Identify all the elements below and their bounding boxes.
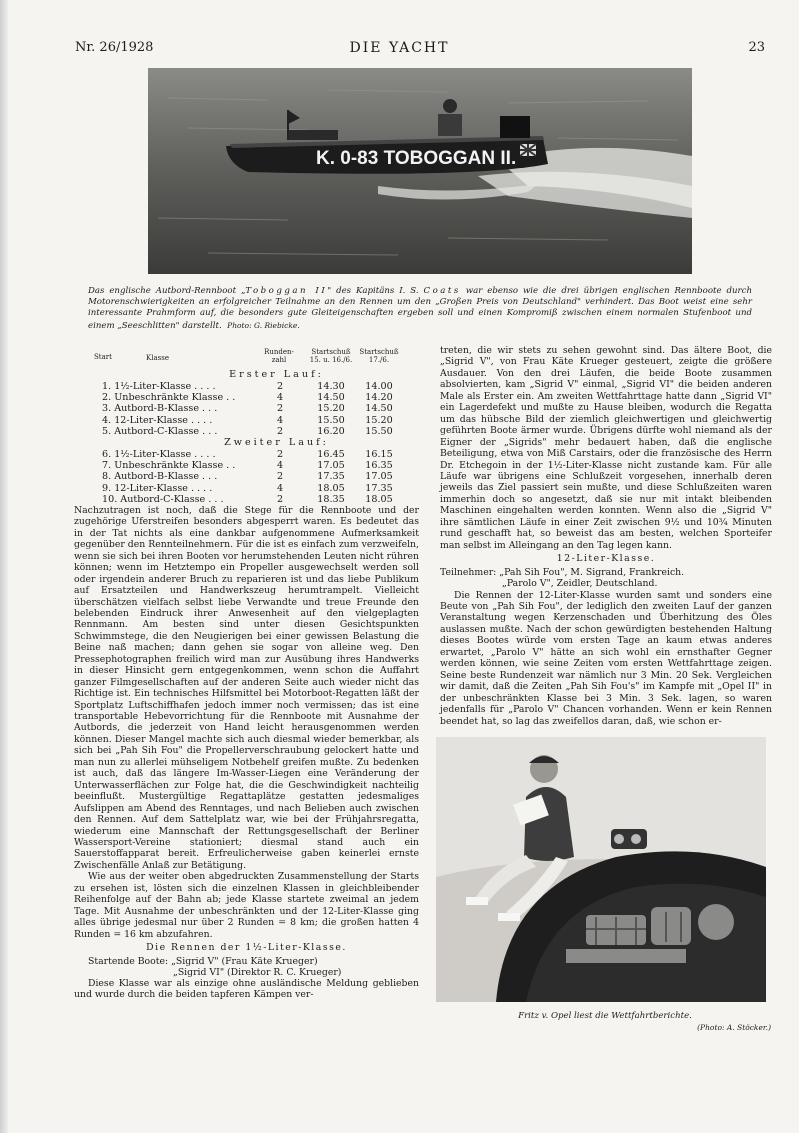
schedule-table-first-run <box>74 381 419 437</box>
issue-number: Nr. 26/1928 <box>75 40 154 55</box>
table-row: 3. Autbord-B-Klasse . . . 2 15.20 14.50 <box>102 403 393 415</box>
right-paragraph-2: Die Rennen der 12-Liter-Klasse wurden samt und sonders eine Beute von „Pah Sih Fou", der lediglich den zweiten Lauf der ganzen Veranstaltung wegen Kerzenschaden und Überhitzung des Öles auslassen mußte. Nach der schon gewürdigten bestehenden Haltung dieses Bootes würde vom ersten Tage an kaum etwas anderes erwartet, „Parolo V" hätte an sich wohl ein ernsthafter Gegner werden können, wie seine Zeiten vom ersten Wettfahrttage zeigen. Seine beste Rundenzeit war nämlich nur 3 Min. 20 Sek. Vergleichen wir damit, daß die Zeiten „Pah Sih Fou's" im Kampfe mit „Opel II" in der unbeschränkten Klasse bei 3 Min. 3 Sek. lagen, so waren jedenfalls für „Parolo V" Chancen vorhanden. Wenn er kein Rennen beendet hat, so lag das zweifellos daran, daß, wie schon er- <box>440 589 772 727</box>
table-row: 4. 12-Liter-Klasse . . . . 4 15.50 15.20 <box>102 414 393 426</box>
right-paragraph-1: treten, die wir stets zu sehen gewohnt sind. Das ältere Boot, die „Sigrid V", von Frau Käte Krueger gesteuert, zeigte die größere Ausdauer. Von den drei Läufen, die beide Boote zusammen absolvierten, kam „Sigrid V" einmal, „Sigrid VI" die beiden anderen Male als Erster ein. Am zweiten Wettfahrttage hatte dann „Sigrid VI" ein Lagerdefekt und mußte zu Hause bleiben, wodurch die Regatta um das hübsche Bild der ziemlich gleichwertigen und gleichwertig geführten Boote ärmer wurde. Übrigens dürfte wohl niemand als der Eigner der „Sigrids" mehr bedauert haben, daß die englische Beteiligung, etwa von Miß Carstairs, oder die französische des Herrn Dr. Etchegoin in der 1½-Liter-Klasse nicht zustande kam. Für alle Läufe war übrigens eine Schlußzeit vorgesehen, innerhalb deren jeweils das Ziel passiert sein mußte, und diese Schlußzeiten waren immerhin doch so angesetzt, daß sie nur mit intakt bleibenden Maschinen eingehalten werden konnten. Wenn also die „Sigrid V" ihre sämtlichen Läufe in einer Zeit zwischen 9½ und 10¾ Minuten rund geschafft hat, so beweist das am besten, welchen Sporteifer man selbst im Alleingang an den Tag legen kann. <box>440 345 772 551</box>
photo1-credit: Photo: G. Riebicke. <box>227 320 300 330</box>
photo2-caption: Fritz v. Opel liest die Wettfahrtberichte. <box>518 1011 692 1021</box>
table-row: 8. Autbord-B-Klasse . . . 2 17.35 17.05 <box>102 471 393 483</box>
first-run-heading: Erster Lauf: <box>229 369 324 380</box>
boat-photo-illustration <box>148 68 692 274</box>
section-heading-12-liter: 12-Liter-Klasse. <box>556 553 656 565</box>
schedule-table-header: Start Klasse Runden- zahl Startschuß 15. u. 16./6. Startschuß 17./6. <box>94 348 399 364</box>
boat-hull-lettering: K. 0-83 TOBOGGAN II. <box>316 148 517 169</box>
photo-toboggan-boat <box>148 68 692 274</box>
left-paragraph-1: Nachzutragen ist noch, daß die Stege für die Rennboote und der zugehörige Uferstreifen besonders abgesperrt waren. Es bedeutet das in der Tat nichts als eine dankbar aufgenommene Aufmerksamkeit gegenüber den Rennteilnehmern. Für die ist es einfach zum verzweifeln, wenn sie sich bei ihren Booten vor herumstehenden Leuten nicht rühren können; wenn im Hetztempo ein Propeller ausgewechselt werden soll oder irgendein anderer Bruch zu reparieren ist und das liebe Publikum auf Ersatzteilen und Handwerkszeug herumtrampelt. Vielleicht überschätzen vielfach selbst liebe Verwandte und treue Freunde den belebenden Eindruck ihrer Anwesenheit auf den vielgeplagten Rennmann. Am besten sind unter diesen Gesichtspunkten Schwimmstege, die den Neugierigen bei einer gewissen Belastung die Beine naß machen; dann gehen sie sogar von alleine weg. Den Pressephotographen freilich wird man zur Ausübung ihres Handwerks in dieser Hinsicht gern entgegenkommen, wenn schon die Auffahrt ganzer Filmgesellschaften auf der anderen Seite auch wieder nicht das Richtige ist. Ein technisches Hilfsmittel bei Motorboot-Regatten läßt der Sportplatz Luftschiffhafen jedoch immer noch vermissen; das ist eine transportable Hebevorrichtung für die Rennboote mit Ausnahme der Autbords, die jederzeit von Hand leicht herausgenommen werden können. Dieser Mangel machte sich auch diesmal wieder bemerkbar, als sich bei „Pah Sih Fou" die Propellerverschraubung gelockert hatte und man nun zu allerlei mühseligem Notbehelf greifen mußte. Zu bedenken ist auch, daß das längere Im-Wasser-Liegen eine Veränderung der Unterwasserflächen zur Folge hat, die die Geschwindigkeit nachteilig beeinflußt. Mustergültige Regattaplätze gestatten jedesmaliges Aufslippen am Abend des Renntages, und nach Belieben auch zwischen den Rennen. Auf dem Sattelplatz war, wie bei der Frühjahrsregatta, wiederum eine Mannschaft der Rettungsgesellschaft der Berliner Wassersport-Vereine stationiert; diesmal stand auch ein Sauerstoffapparat bereit. Erfreulicherweise gaben keinerlei ernste Zwischenfälle Anlaß zur Betätigung. <box>74 504 419 871</box>
photo1-caption: Das englische Autbord-Rennboot „Toboggan II" des Kapitäns I. S. Coats war ebenso wie die drei übrigen englischen Rennboote durch Motorenschwierigkeiten an erfolgreicher Teilnahme an den Rennen um den „Großen Preis von Deutschland" verhindert. Das Boot weist eine sehr interessante Prahmform auf, die besonders gute Gleiteigenschaften ergeben soll und einen Kompromiß zwischen einem normalen Stufenboot und einem „Seeschlitten" darstellt. Photo: G. Riebicke. <box>88 286 752 331</box>
participants: Teilnehmer: „Pah Sih Fou", M. Sigrand, Frankreich. „Parolo V", Zeidler, Deutschland. <box>440 566 685 590</box>
magazine-title: DIE YACHT <box>349 40 450 56</box>
second-run-heading: Zweiter Lauf: <box>224 436 329 448</box>
section-heading-1-5-liter: Die Rennen der 1½-Liter-Klasse. <box>146 942 347 954</box>
opel-photo-illustration <box>436 737 766 1002</box>
left-paragraph-2: Wie aus der weiter oben abgedruckten Zusammenstellung der Starts zu ersehen ist, lösten sich die einzelnen Klassen in gleichbleibender Reihenfolge auf der Bahn ab; jede Klasse startete zweimal an jedem Tage. Mit Ausnahme der unbeschränkten und der 12-Liter-Klasse ging alles übrige jedesmal nur über 2 Runden = 8 km; die großen hatten 4 Runden = 16 km abzufahren. <box>74 871 419 940</box>
caption-boat-name: Toboggan II <box>245 286 328 296</box>
table-row: 5. Autbord-C-Klasse . . . 2 16.20 15.50 <box>102 425 393 437</box>
table-row: 2. Unbeschränkte Klasse . . 4 14.50 14.20 <box>102 392 393 404</box>
page-number: 23 <box>748 40 765 55</box>
left-column <box>74 345 419 1001</box>
table-row: 1. 1½-Liter-Klasse . . . . 2 14.30 14.00 <box>102 381 393 392</box>
table-row: 10. Autbord-C-Klasse . . . 2 18.35 18.05 <box>102 493 393 505</box>
table-row: 9. 12-Liter-Klasse . . . . 4 18.05 17.35 <box>102 482 393 494</box>
table-row: 7. Unbeschränkte Klasse . . 4 17.05 16.35 <box>102 460 393 472</box>
photo-fritz-von-opel <box>436 737 766 1002</box>
right-column <box>440 345 772 727</box>
caption-captain-name: Coats <box>423 286 461 296</box>
table-row: 6. 1½-Liter-Klasse . . . . 2 16.45 16.15 <box>102 448 393 460</box>
schedule-table-second-run <box>74 449 419 505</box>
photo2-credit: (Photo: A. Stöcker.) <box>697 1023 771 1032</box>
left-paragraph-3: Diese Klasse war als einzige ohne ausländische Meldung geblieben und wurde durch die beiden tapferen Kämpen ver- <box>74 977 419 1001</box>
starting-boats: Startende Boote: „Sigrid V" (Frau Käte Krueger) „Sigrid VI" (Direktor R. C. Krueger) <box>88 955 342 978</box>
